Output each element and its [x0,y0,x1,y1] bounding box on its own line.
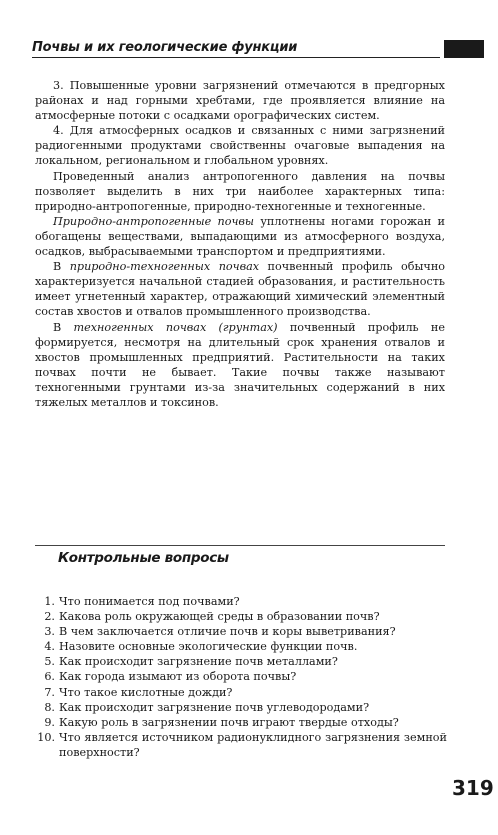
question-text: Что такое кислотные дожди? [59,685,233,699]
paragraph-3: 3. Повышенные уровни загрязнений отмечаются в предгорных районах и над горными хребтами, где проявляется влияние на атмосферные потоки с осадками орографических систем. [35,79,445,123]
question-number: 6. [44,670,55,684]
term-natural-anthropogenic: Природно-антропогенные почвы [53,214,255,228]
question-text: В чем заключается отличие почв и коры выветривания? [59,625,396,639]
question-text: Как города изымают из оборота почвы? [59,670,297,684]
term-technogenic: техногенных почвах (грунтах) [73,320,278,334]
question-number: 2. [44,610,55,624]
list-item [35,715,447,730]
question-number: 3. [44,625,55,639]
list-item [35,730,447,760]
list-item [35,700,447,715]
question-text: Назовите основные экологические функции почв. [59,640,358,654]
question-text: Как происходит загрязнение почв металлами? [59,655,338,669]
questions-list [35,594,447,760]
paragraph-prefix: В [53,320,74,334]
question-text: Что понимается под почвами? [59,595,240,608]
term-natural-technogenic: природно-техногенных почвах [69,260,260,274]
list-item [35,685,447,700]
question-text: Что является источником радионуклидного загрязнения земной поверхности? [59,730,447,759]
running-header [32,40,440,58]
section-divider [35,545,445,546]
list-item [35,669,447,684]
question-number: 9. [44,715,55,729]
list-item [35,609,447,624]
body-text [35,78,445,410]
paragraph-natural-technogenic-text: почвенный профиль обычно характеризуется начальной стадией образования, и растительность имеет угнетенный характер, отражающий химический элементный состав хвостов и отвалов промышленного производства. [35,260,446,319]
paragraph-prefix: В [53,260,70,274]
paragraph-analysis: Проведенный анализ антропогенного давления на почвы позволяет выделить в них три наиболее характерных типа: природно-антропогенные, природно-техногенные и техногенные. [35,169,445,213]
header-decoration-block [444,40,484,58]
question-number: 1. [44,595,55,608]
running-header-title: Почвы и их геологические функции [32,40,298,55]
question-number: 8. [44,700,55,714]
paragraph-technogenic-text: почвенный профиль не формируется, несмотря на длительный срок хранения отвалов и хвостов промышленных предприятий. Растительности на таких почвах почти не бывает. Такие почвы также называют техногенными грунтами из-за значительных содержаний в них тяжелых металлов и токсинов. [35,320,446,409]
paragraph-natural-anthropogenic [35,214,445,259]
paragraph-technogenic [35,320,445,411]
question-text: Какова роль окружающей среды в образовании почв? [59,610,380,624]
list-item [35,624,447,639]
list-item [35,654,447,669]
section-title: Контрольные вопросы [58,550,229,566]
question-number: 7. [44,685,55,699]
question-number: 10. [37,730,55,744]
paragraph-natural-anthropogenic-text: уплотнены ногами горожан и обогащены веществами, выпадающими из атмосферного воздуха, осадков, выбрасываемыми транспортом и предприятиями. [35,214,445,259]
paragraph-natural-technogenic [35,259,445,319]
question-text: Как происходит загрязнение почв углеводородами? [59,700,370,714]
list-item [35,639,447,654]
paragraph-4: 4. Для атмосферных осадков и связанных с ними загрязнений радиогенными продуктами свойственны очаговые выпадения на локальном, региональном и глобальном уровнях. [35,124,445,168]
question-number: 5. [44,655,55,669]
list-item [35,594,447,609]
question-text: Какую роль в загрязнении почв играют твердые отходы? [59,715,399,729]
question-number: 4. [44,640,55,654]
page-number: 319 [452,776,494,800]
